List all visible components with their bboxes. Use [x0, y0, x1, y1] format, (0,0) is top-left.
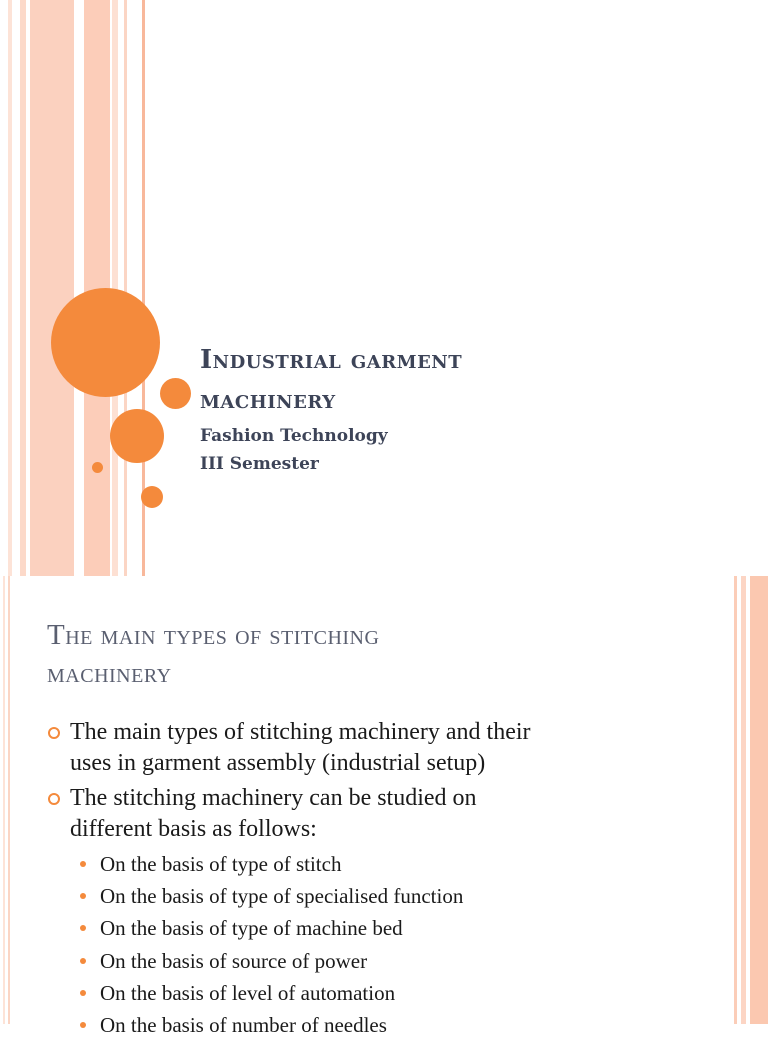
sub-list-item-text: On the basis of level of automation	[100, 981, 396, 1005]
decor-stripe	[750, 576, 768, 1024]
ring-bullet-icon	[48, 793, 60, 805]
sub-list-item-text: On the basis of type of specialised function	[100, 884, 464, 908]
ring-bullet-icon	[48, 727, 60, 739]
slide-title	[200, 340, 740, 420]
list-item	[48, 783, 688, 845]
sub-list-item-text: On the basis of type of machine bed	[100, 916, 403, 940]
content-title-line1: The main types of stitching	[47, 619, 380, 651]
list-item-line1: The main types of stitching machinery and their	[70, 719, 531, 745]
decor-stripe	[8, 576, 10, 1024]
list-item-line2: uses in garment assembly (industrial setup)	[70, 750, 486, 776]
slide-title-line1: Industrial garment	[200, 345, 463, 375]
list-item-line1: The stitching machinery can be studied on	[70, 785, 477, 811]
list-item	[48, 717, 688, 779]
dot-bullet-icon	[80, 958, 86, 964]
sub-list-item-text: On the basis of number of needles	[100, 1013, 387, 1037]
sub-list-item	[80, 947, 720, 975]
sub-list-item	[80, 1011, 720, 1039]
content-slide-title	[47, 616, 727, 692]
subtitle-line1: Fashion Technology	[200, 426, 388, 446]
decor-stripe	[3, 576, 5, 1024]
subtitle-line2: III Semester	[200, 454, 319, 474]
decor-circle-large	[51, 288, 160, 397]
decor-stripe	[20, 0, 26, 576]
sub-list-item	[80, 850, 720, 878]
decor-stripe	[734, 576, 737, 1024]
sub-list-item	[80, 882, 720, 910]
dot-bullet-icon	[80, 861, 86, 867]
dot-bullet-icon	[80, 893, 86, 899]
decor-circle-tiny	[92, 462, 103, 473]
sub-list-item-text: On the basis of type of stitch	[100, 852, 342, 876]
decor-stripe	[124, 0, 127, 576]
decor-stripe	[741, 576, 746, 1024]
sub-list-item-text: On the basis of source of power	[100, 949, 368, 973]
decor-stripe	[8, 0, 12, 576]
dot-bullet-icon	[80, 925, 86, 931]
dot-bullet-icon	[80, 990, 86, 996]
slide-title-line2: machinery	[200, 385, 336, 415]
list-item-line2: different basis as follows:	[70, 816, 317, 842]
dot-bullet-icon	[80, 1022, 86, 1028]
decor-circle-small	[160, 378, 191, 409]
decor-stripe	[30, 0, 74, 576]
sub-list-item	[80, 914, 720, 942]
content-slide	[0, 576, 768, 1037]
decor-circle-small2	[141, 486, 163, 508]
sub-list-item	[80, 979, 720, 1007]
decor-circle-medium	[110, 409, 164, 463]
content-title-line2: machinery	[47, 657, 172, 689]
